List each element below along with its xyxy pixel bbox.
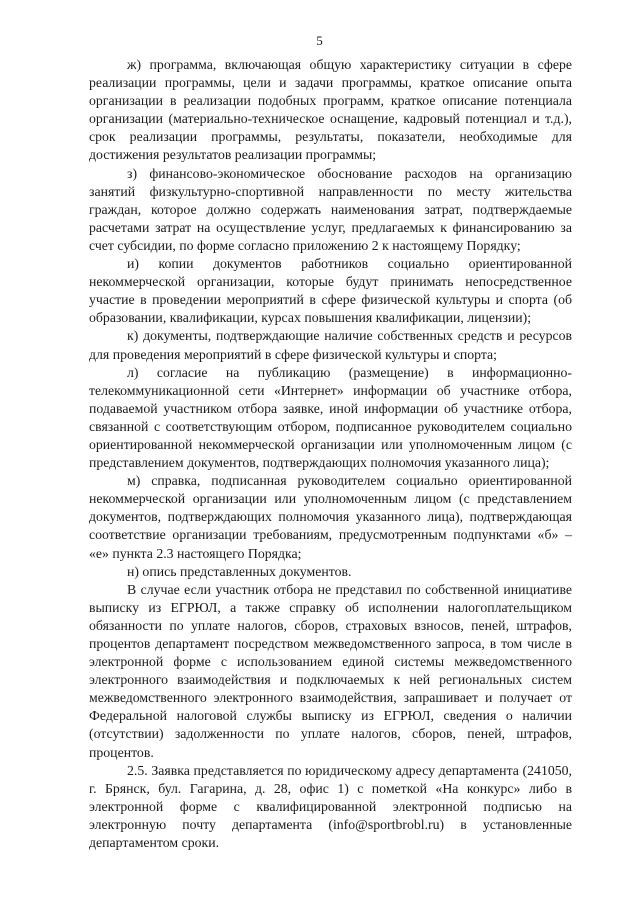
paragraph-z-financial-justification: з) финансово-экономическое обоснование расходов на организацию занятий физкультурно-спортивной направленности по месту жительства граждан, которое должно содержать наименования затрат, подтверждаемые расчетами затрат на осуществление услуг, предлагаемых к финансированию за счет субсидии, по форме согласно приложению 2 к настоящему Порядку; xyxy=(89,165,572,253)
paragraph-2-5-application-submission: 2.5. Заявка представляется по юридическому адресу департамента (241050, г. Брянск, бул. Гагарина, д. 28, офис 1) с пометкой «На конкурс» либо в электронной форме с квалифицированной электронной подписью на электронную почту департамента (info@sportbrobl.ru) в установленные департаментом сроки. xyxy=(89,762,572,851)
document-body xyxy=(89,56,572,852)
page-number: 5 xyxy=(316,33,323,48)
paragraph-k-own-resources: к) документы, подтверждающие наличие собственных средств и ресурсов для проведения мероприятий в сфере физической культуры и спорта; xyxy=(89,328,572,362)
paragraph-interagency-request: В случае если участник отбора не представил по собственной инициативе выписку из ЕГРЮЛ, а также справку об исполнении налогоплательщиком обязанности по уплате налогов, сборов, страховых взносов, пеней, штрафов, процентов департамент посредством межведомственного запроса, в том числе в электронной форме с использованием единой системы межведомственного электронного взаимодействия и подключаемых к ней региональных систем межведомственного электронного взаимодействия, запрашивает и получает от Федеральной налоговой службы выписку из ЕГРЮЛ, сведения о наличии (отсутствии) задолженности по уплате налогов, сборов, пеней, штрафов, процентов. xyxy=(89,581,572,760)
paragraph-m-compliance-certificate: м) справка, подписанная руководителем социально ориентированной некоммерческой организации или уполномоченным лицом (с представлением документов, подтверждающих полномочия указанного лица), подтверждающая соответствие организации требованиям, предусмотренным подпунктами «б» – «е» пункта 2.3 настоящего Порядка; xyxy=(89,473,572,561)
paragraph-zh-program: ж) программа, включающая общую характеристику ситуации в сфере реализации программы, цели и задачи программы, краткое описание опыта организации в реализации подобных программ, краткое описание потенциала организации (материально-техническое оснащение, кадровый потенциал и т.д.), срок реализации программы, результаты, показатели, необходимые для достижения результатов реализации программы; xyxy=(89,57,572,163)
paragraph-i-staff-documents: и) копии документов работников социально ориентированной некоммерческой организации, которые будут принимать непосредственное участие в проведении мероприятий в сфере физической культуры и спорта (об образовании, квалификации, курсах повышения квалификации, лицензии); xyxy=(89,256,572,326)
paragraph-n-document-inventory: н) опись представленных документов. xyxy=(127,563,352,579)
paragraph-l-publication-consent: л) согласие на публикацию (размещение) в информационно-телекоммуникационной сети «Интернет» информации об участнике отбора, подаваемой участником отбора заявке, иной информации об участнике отбора, связанной с соответствующим отбором, подписанное руководителем социально ориентированной некоммерческой организации или уполномоченным лицом (с представлением документов, подтверждающих полномочия указанного лица); xyxy=(89,364,572,471)
